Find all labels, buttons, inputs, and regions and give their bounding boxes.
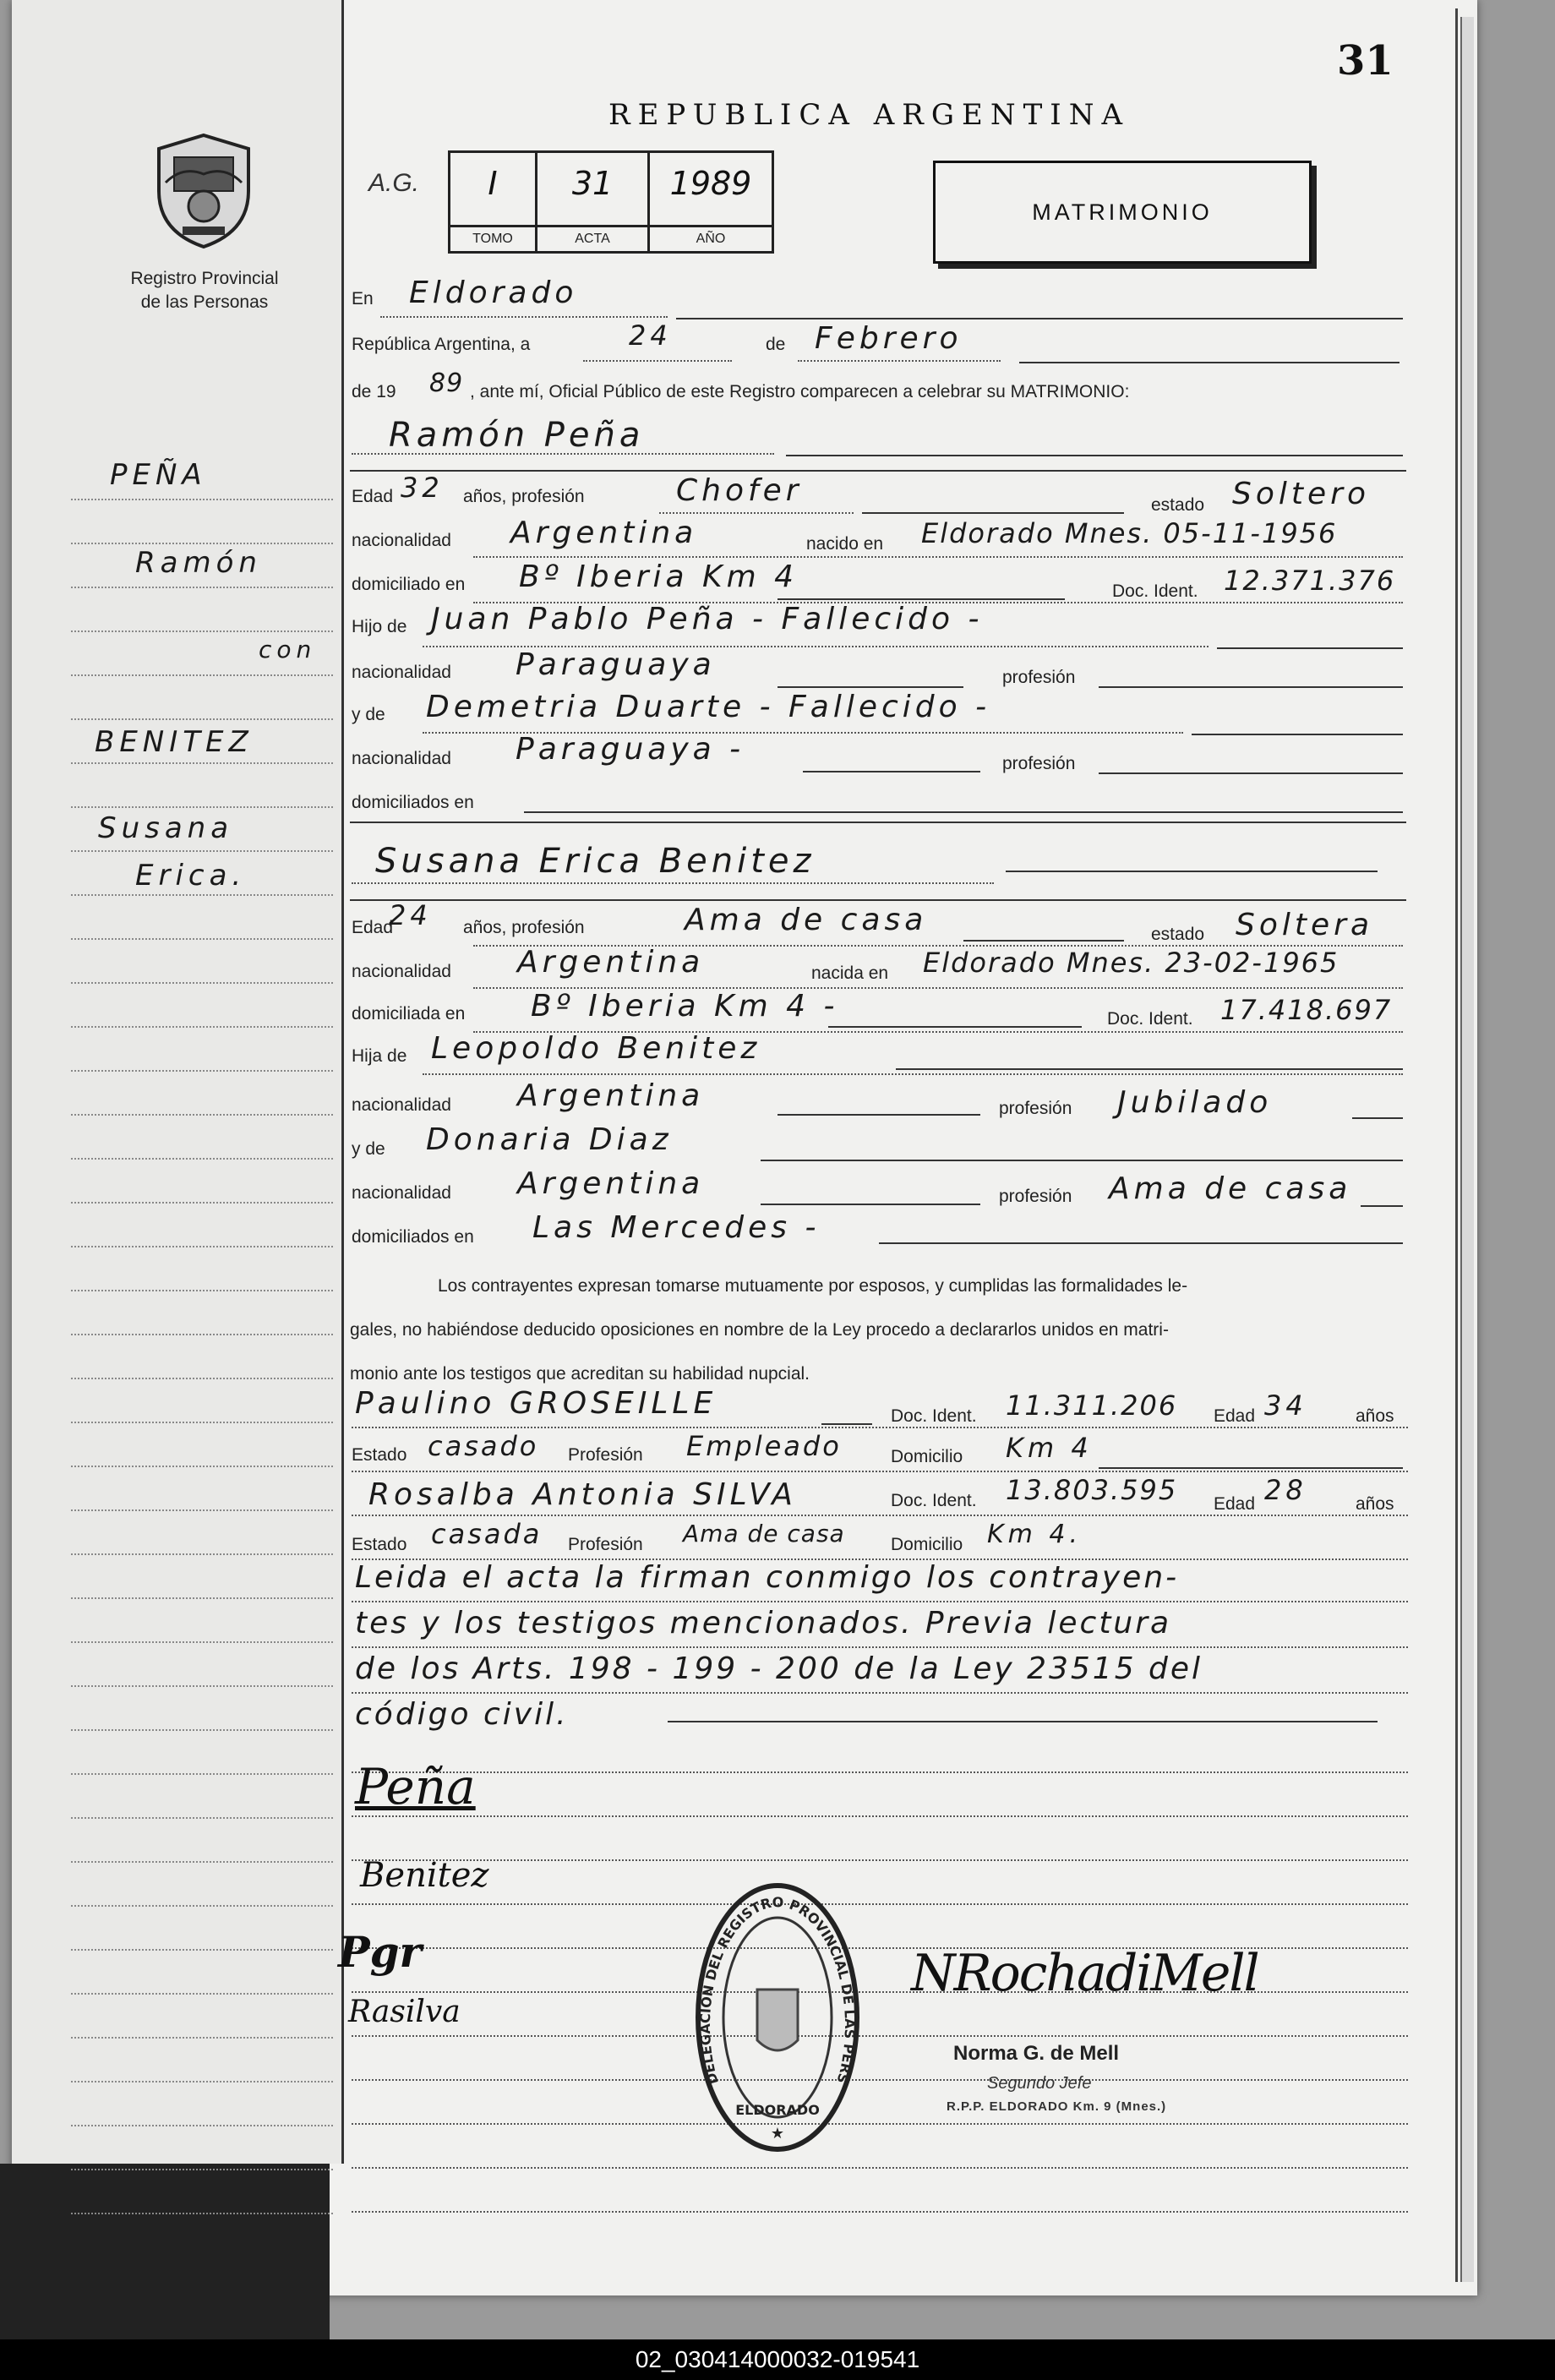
margin-rule-line: [71, 1553, 333, 1555]
groom-name-line: [786, 455, 1403, 456]
margin-rule-line: [71, 1817, 333, 1819]
margin-rule-line: [71, 1685, 333, 1687]
official-name: Norma G. de Mell: [953, 2042, 1120, 2065]
groom-profession-dots: [659, 512, 854, 514]
groom-mother-profession-label: profesión: [1002, 754, 1076, 773]
lower-rule-line: [352, 1815, 1408, 1817]
rep-label: República Argentina, a: [352, 335, 531, 354]
witness1-prof-label: Profesión: [568, 1445, 643, 1465]
page-edge: [1460, 17, 1474, 2282]
margin-rule-line: [71, 543, 333, 544]
anio-cell: [650, 153, 772, 251]
witness2-age-label: Edad: [1214, 1494, 1256, 1514]
bride-doc-label: Doc. Ident.: [1107, 1009, 1193, 1029]
groom-separator: [350, 470, 1406, 472]
bride-mother-nationality: Argentina: [517, 1166, 705, 1201]
groom-name: Ramón Peña: [389, 416, 645, 455]
groom-estado-label: estado: [1151, 495, 1205, 515]
bride-father-line: [896, 1068, 1403, 1070]
margin-name-groom: Ramón: [135, 546, 262, 580]
groom-name-dots: [352, 453, 774, 455]
witness1-estado: casado: [428, 1430, 539, 1462]
bride-age: 24: [389, 899, 432, 931]
margin-rule-line: [71, 850, 333, 852]
groom-born: Eldorado Mnes. 05-11-1956: [921, 517, 1338, 549]
bride-mother-nationality-line: [761, 1204, 980, 1205]
closing-line-4: código civil.: [355, 1697, 569, 1732]
bride-age-suffix: años, profesión: [463, 918, 585, 937]
witness1-age: 34: [1264, 1389, 1307, 1422]
witness2-domicile: Km 4.: [987, 1520, 1083, 1549]
formal-line-2: gales, no habiéndose deducido oposiciones en nombre de la Ley procedo a declararlos unidos en matri-: [350, 1320, 1169, 1340]
page-border: [1455, 8, 1458, 2282]
margin-con: con: [259, 636, 317, 663]
groom-parents-domicile-line: [524, 811, 1403, 813]
groom-age-label: Edad: [352, 487, 394, 506]
signature-groom: Peña: [355, 1758, 476, 1815]
bride-name: Susana Erica Benitez: [375, 842, 816, 881]
bride-name-dots: [352, 882, 994, 884]
official-stamp-icon: [693, 1880, 862, 2155]
lower-rule-line: [352, 2211, 1408, 2213]
margin-rule-line: [71, 630, 333, 632]
margin-rule-line: [71, 1246, 333, 1247]
svg-text:★: ★: [770, 2125, 785, 2142]
margin-rule-line: [71, 1466, 333, 1467]
bride-mother-line: [761, 1160, 1403, 1161]
margin-rule-line: [71, 1905, 333, 1907]
intro-text: , ante mí, Oficial Público de este Registro comparecen a celebrar su MATRIMONIO:: [470, 382, 1130, 401]
margin-rule-line: [71, 1378, 333, 1379]
witness2-age-suffix: años: [1356, 1494, 1394, 1514]
bride-separator: [350, 899, 1406, 901]
margin-rule-line: [71, 2081, 333, 2082]
country-heading: REPUBLICA ARGENTINA: [608, 98, 1131, 132]
closing-line-1: Leida el acta la firman conmigo los contrayen-: [355, 1560, 1180, 1595]
witness1-dots: [352, 1427, 1408, 1428]
groom-father-nationality-label: nacionalidad: [352, 663, 451, 682]
margin-rule-line: [71, 674, 333, 676]
margin-rule-line: [71, 1158, 333, 1160]
official-title: Segundo Jefe: [987, 2074, 1092, 2093]
groom-mother-profession-line: [1099, 772, 1403, 774]
bride-mother: Donaria Diaz: [426, 1122, 673, 1157]
record-type-box: [933, 161, 1312, 264]
groom-mother: Demetria Duarte - Fallecido -: [426, 690, 991, 724]
margin-rule-line: [71, 1509, 333, 1511]
bride-parents-domicile-label: domiciliados en: [352, 1227, 474, 1247]
bride-mother-label: y de: [352, 1139, 385, 1159]
margin-rule-line: [71, 1026, 333, 1028]
bride-mother-profession-label: profesión: [999, 1187, 1072, 1206]
margin-rule-line: [71, 2125, 333, 2126]
closing-dots-3: [352, 1692, 1408, 1694]
margin-rule-line: [71, 1993, 333, 1995]
margin-rule-line: [71, 1334, 333, 1335]
registry-line-2: de las Personas: [140, 292, 269, 312]
bride-estado-label: estado: [1151, 925, 1205, 944]
groom-nationality-label: nacionalidad: [352, 531, 451, 550]
bride-father-nationality-label: nacionalidad: [352, 1095, 451, 1115]
lower-rule-line: [352, 2079, 1408, 2081]
groom-doc: 12.371.376: [1224, 565, 1396, 597]
margin-rule-line: [71, 587, 333, 588]
margin-rule-line: [71, 2169, 333, 2170]
de-label: de: [766, 335, 786, 354]
witness1-doc-label: Doc. Ident.: [891, 1406, 977, 1426]
margin-rule-line: [71, 762, 333, 764]
margin-rule-line: [71, 499, 333, 500]
lower-rule-line: [352, 1903, 1408, 1905]
margin-rule-line: [71, 1597, 333, 1599]
scan-shadow: [0, 2164, 330, 2339]
bride-father-profession-line: [1352, 1117, 1403, 1119]
signature-witness2: Rasilva: [348, 1995, 461, 2029]
bride-father-nationality: Argentina: [517, 1078, 705, 1113]
lower-rule-line: [352, 2123, 1408, 2125]
stamp-top-text: DELEGACION DEL REGISTRO PROVINCIAL DE LAS PERS: [696, 1894, 859, 2087]
witness2-profession: Ama de casa: [683, 1520, 845, 1548]
groom-mother-label: y de: [352, 705, 385, 724]
bride-father-profession-label: profesión: [999, 1099, 1072, 1118]
bride-estado: Soltera: [1236, 908, 1374, 942]
tomo-value: I: [488, 165, 498, 202]
bride-profession: Ama de casa: [685, 903, 928, 937]
groom-profession-line: [862, 512, 1124, 514]
margin-surname-groom: PEÑA: [110, 458, 207, 492]
month-dots: [798, 360, 1001, 362]
signature-bride: Benitez: [360, 1856, 489, 1895]
margin-name-bride: Susana: [98, 811, 234, 845]
witness1-estado-label: Estado: [352, 1445, 407, 1465]
registry-name: [81, 267, 328, 314]
groom-parents-domicile-label: domiciliados en: [352, 793, 474, 812]
tomo-label: TOMO: [450, 225, 535, 251]
margin-rule-line: [71, 1114, 333, 1116]
bride-father-dots: [423, 1073, 1403, 1075]
bride-father-label: Hija de: [352, 1046, 407, 1066]
closing-line-3: de los Arts. 198 - 199 - 200 de la Ley 23515 del: [355, 1651, 1203, 1686]
groom-doc-label: Doc. Ident.: [1112, 581, 1198, 601]
groom-mother-nationality: Paraguaya -: [516, 732, 745, 767]
groom-estado: Soltero: [1232, 477, 1370, 511]
closing-line: [668, 1721, 1378, 1722]
bride-father-profession: Jubilado: [1117, 1085, 1273, 1120]
bride-mother-profession: Ama de casa: [1109, 1171, 1352, 1206]
bride-mother-nationality-label: nacionalidad: [352, 1183, 451, 1203]
closing-dots-1: [352, 1601, 1408, 1602]
margin-divider: [341, 0, 344, 2164]
groom-domicile-line: [778, 598, 1065, 600]
record-type: MATRIMONIO: [1032, 199, 1213, 225]
acta-label: ACTA: [537, 225, 647, 251]
page-number: 31: [1337, 37, 1394, 85]
formal-line-3: monio ante los testigos que acreditan su habilidad nupcial.: [350, 1364, 810, 1384]
stamp-bottom-text: ELDORADO: [735, 2102, 820, 2118]
bride-nationality: Argentina: [517, 945, 705, 980]
acta-cell: [537, 153, 650, 251]
bride-domicile-line: [828, 1026, 1082, 1028]
place-line: [676, 318, 1403, 319]
groom-father-profession-line: [1099, 686, 1403, 688]
witness2-estado: casada: [431, 1518, 543, 1550]
day: 24: [629, 319, 672, 352]
bride-father: Leopoldo Benitez: [431, 1031, 761, 1066]
month: Febrero: [815, 321, 963, 356]
margin-rule-line: [71, 982, 333, 984]
month-line: [1019, 362, 1400, 363]
witness2-name: Rosalba Antonia SILVA: [368, 1477, 797, 1512]
bride-name-line: [1006, 871, 1378, 872]
year-prefix: de 19: [352, 382, 396, 401]
bride-profession-line: [963, 940, 1124, 942]
ag-code: A.G.: [368, 169, 420, 197]
closing-line-2: tes y los testigos mencionados. Previa lectura: [355, 1606, 1172, 1640]
bride-mother-profession-line: [1361, 1205, 1403, 1207]
groom-domicile: Bº Iberia Km 4: [519, 560, 799, 594]
place: Eldorado: [409, 276, 578, 310]
bride-age-label: Edad: [352, 918, 394, 937]
groom-domicile-label: domiciliado en: [352, 575, 466, 594]
witness2-estado-label: Estado: [352, 1535, 407, 1554]
witness1-profession: Empleado: [686, 1430, 842, 1462]
bride-father-nationality-line: [778, 1114, 980, 1116]
witness2-doc-label: Doc. Ident.: [891, 1491, 977, 1510]
bride-born: Eldorado Mnes. 23-02-1965: [923, 947, 1339, 979]
margin-rule-line: [71, 1070, 333, 1072]
witness1-domicile: Km 4: [1006, 1432, 1093, 1464]
margin-rule-line: [71, 806, 333, 808]
margin-rule-line: [71, 1729, 333, 1731]
groom-profession: Chofer: [676, 473, 803, 508]
year-suffix: 89: [429, 368, 464, 398]
margin-rule-line: [71, 2037, 333, 2039]
formal-line-1: Los contrayentes expresan tomarse mutuamente por esposos, y cumplidas las formalidades le-: [438, 1276, 1188, 1296]
lower-rule-line: [352, 2035, 1408, 2037]
scan-identifier: 02_030414000032-019541: [0, 2339, 1555, 2380]
witness2-dom-label: Domicilio: [891, 1535, 963, 1554]
groom-age-suffix: años, profesión: [463, 487, 585, 506]
witness1-age-label: Edad: [1214, 1406, 1256, 1426]
witness1-estado-dots: [352, 1471, 1408, 1472]
margin-rule-line: [71, 1290, 333, 1291]
bride-nationality-label: nacionalidad: [352, 962, 451, 981]
margin-rule-line: [71, 718, 333, 720]
margin-rule-line: [71, 1949, 333, 1951]
lower-rule-line: [352, 1859, 1408, 1861]
margin-rule-line: [71, 1861, 333, 1863]
margin-rule-line: [71, 938, 333, 940]
record-number-box: [448, 150, 774, 254]
groom-mother-nationality-label: nacionalidad: [352, 749, 451, 768]
registry-line-1: Registro Provincial: [130, 269, 279, 288]
groom-mother-line: [1192, 734, 1403, 735]
margin-rule-line: [71, 1773, 333, 1775]
groom-mother-nationality-line: [803, 771, 980, 772]
closing-dots-2: [352, 1646, 1408, 1648]
acta-value: 31: [571, 165, 614, 202]
groom-father-nationality: Paraguaya: [516, 647, 716, 682]
groom-father-line: [1217, 647, 1403, 649]
groom-bottom-separator: [350, 822, 1406, 823]
official-office: R.P.P. ELDORADO Km. 9 (Mnes.): [947, 2099, 1167, 2114]
formal-declaration: [350, 1264, 1406, 1396]
margin-surname-bride: BENITEZ: [95, 725, 254, 759]
anio-value: 1989: [669, 165, 752, 202]
witness2-dots: [352, 1515, 1408, 1516]
witness2-age: 28: [1264, 1474, 1307, 1506]
bride-born-label: nacida en: [811, 963, 889, 983]
witness1-doc: 11.311.206: [1006, 1389, 1178, 1422]
margin-column: [12, 0, 343, 2164]
groom-father-profession-label: profesión: [1002, 668, 1076, 687]
witness1-domicile-line: [1099, 1467, 1403, 1469]
bride-domicile: Bº Iberia Km 4 -: [531, 989, 839, 1024]
tomo-cell: [450, 153, 537, 251]
day-line: [583, 360, 732, 362]
groom-age: 32: [401, 472, 444, 504]
lower-rule-line: [352, 2167, 1408, 2169]
margin-rule-line: [71, 1422, 333, 1423]
groom-father: Juan Pablo Peña - Fallecido -: [431, 602, 984, 636]
provincial-crest-icon: [149, 132, 259, 250]
official-signature: NRochadiMell: [911, 1944, 1258, 2003]
margin-rule-line: [71, 1202, 333, 1204]
margin-rule-line: [71, 1641, 333, 1643]
margin-rule-line: [71, 894, 333, 896]
witness1-dom-label: Domicilio: [891, 1447, 963, 1466]
margin-name2-bride: Erica.: [135, 859, 247, 892]
witness1-name-line: [821, 1423, 872, 1425]
groom-nationality: Argentina: [510, 516, 698, 550]
margin-rule-line: [71, 2213, 333, 2214]
signature-witness1: Pgr: [338, 1927, 422, 1977]
witness1-age-suffix: años: [1356, 1406, 1394, 1426]
witness1-name: Paulino GROSEILLE: [355, 1386, 717, 1421]
bride-parents-domicile-line: [879, 1242, 1403, 1244]
bride-domicile-label: domiciliada en: [352, 1004, 466, 1024]
groom-born-label: nacido en: [806, 534, 884, 554]
bride-doc: 17.418.697: [1220, 994, 1393, 1026]
witness2-doc: 13.803.595: [1006, 1474, 1178, 1506]
place-dots: [380, 316, 668, 318]
en-label: En: [352, 289, 374, 308]
groom-father-label: Hijo de: [352, 617, 407, 636]
anio-label: AÑO: [650, 225, 772, 251]
groom-father-nationality-line: [778, 686, 963, 688]
witness2-prof-label: Profesión: [568, 1535, 643, 1554]
bride-parents-domicile: Las Mercedes -: [532, 1210, 821, 1245]
groom-nationality-dots: [473, 556, 1403, 558]
lower-rule-line: [352, 1771, 1408, 1773]
